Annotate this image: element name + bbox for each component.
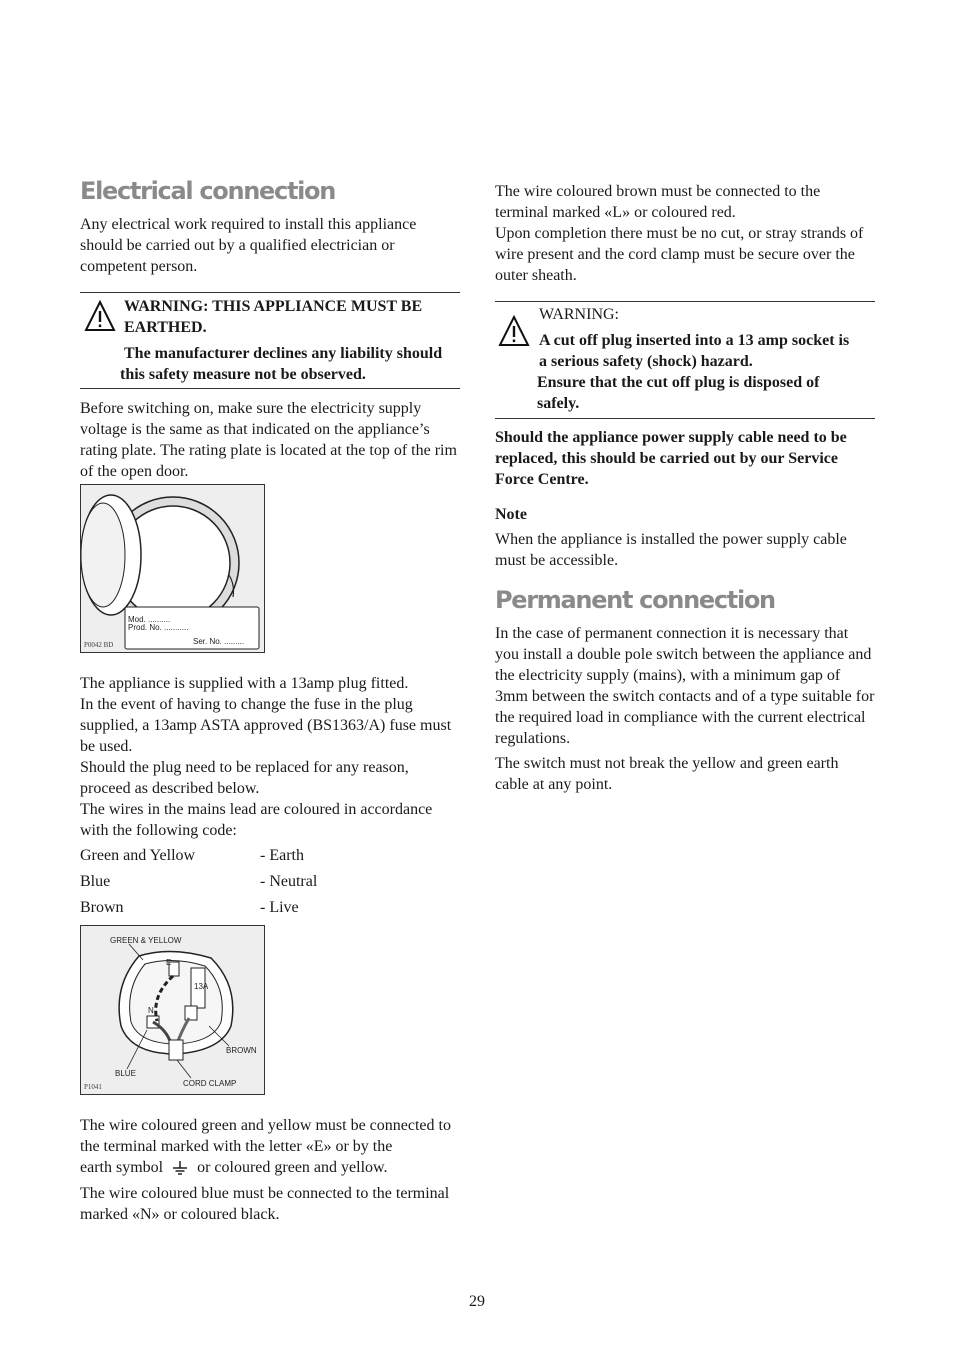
plug-paragraph-2: In the event of having to change the fuse in the plug supplied, a 13amp ASTA approved (BS1363/A) fuse must be used. (80, 696, 452, 755)
warning2-title: WARNING: (539, 306, 619, 323)
label-fuse: 13A (194, 982, 209, 991)
earth-symbol-icon (171, 1160, 189, 1176)
plug-paragraph-1: The appliance is supplied with a 13amp plug fitted. (80, 675, 409, 692)
plug-paragraph-3: Should the plug need to be replaced for any reason, proceed as described below. (80, 759, 409, 797)
wire-role: - Live (260, 899, 299, 916)
permanent-paragraph-2: The switch must not break the yellow and green earth cable at any point. (495, 755, 839, 793)
warning1-top-rule (80, 292, 460, 293)
wire-row-neutral (80, 871, 460, 892)
label-brown: BROWN (226, 1046, 257, 1055)
earth-symbol-text: earth symbol (80, 1159, 164, 1176)
heading-electrical-connection: Electrical connection (80, 177, 336, 205)
service-force-paragraph: Should the appliance power supply cable need to be replaced, this should be carried out by our Service Force Centre. (495, 429, 847, 488)
warning1-line2: EARTHED. (124, 319, 207, 336)
note-heading: Note (495, 506, 527, 523)
wire-row-live (80, 897, 460, 918)
warning1-line3: The manufacturer declines any liability should (124, 345, 443, 362)
heading-permanent-connection: Permanent connection (495, 586, 775, 614)
permanent-paragraph-1: In the case of permanent connection it is necessary that you install a double pole switch between the appliance and the electricity supply (mains), with a minimum gap of 3mm between the switch contacts and of a type suitable for the required load in compliance with the current electrical regulations. (495, 625, 875, 747)
label-green-yellow: GREEN & YELLOW (110, 936, 182, 945)
green-yellow-paragraph-a: The wire coloured green and yellow must be connected to the terminal marked with the letter «E» or by the (80, 1117, 451, 1155)
warning2-top-rule (495, 301, 875, 302)
wire-colour: Blue (80, 873, 111, 890)
warning2-line1: A cut off plug inserted into a 13 amp socket is (539, 332, 850, 349)
wire-colour: Green and Yellow (80, 847, 196, 864)
wire-role: - Earth (260, 847, 304, 864)
wire-role: - Neutral (260, 873, 318, 890)
warning1-bottom-rule (80, 388, 460, 389)
rating-plate-ser: Ser. No. ......... (193, 637, 245, 646)
intro-paragraph: Any electrical work required to install this appliance should be carried out by a qualified electrician or competent person. (80, 216, 417, 275)
warning1-line4: this safety measure not be observed. (120, 366, 366, 383)
completion-paragraph: Upon completion there must be no cut, or stray strands of wire present and the cord clamp must be secure over the outer sheath. (495, 225, 864, 284)
rating-plate-prod: Prod. No. ........... (128, 623, 189, 632)
plug-paragraph-4: The wires in the mains lead are coloured in accordance with the following code: (80, 801, 433, 839)
rating-plate-figure (80, 484, 265, 653)
label-cord-clamp: CORD CLAMP (183, 1079, 237, 1088)
warning2-line4: safely. (537, 395, 580, 412)
figure2-code: P1041 (84, 1083, 102, 1091)
green-yellow-paragraph-b (80, 1157, 460, 1178)
plug-wiring-illustration (81, 926, 264, 1094)
label-blue: BLUE (115, 1069, 136, 1078)
wire-row-earth (80, 845, 460, 866)
rating-plate-mod: Mod. .......... (128, 615, 171, 624)
label-n-terminal: N (148, 1006, 154, 1015)
blue-wire-paragraph: The wire coloured blue must be connected to the terminal marked «N» or coloured black. (80, 1185, 450, 1223)
warning-triangle-icon (84, 300, 116, 332)
rating-plate-paragraph: Before switching on, make sure the electricity supply voltage is the same as that indicated on the appliance’s rating plate. The rating plate is located at the top of the rim of the open door. (80, 400, 457, 480)
earth-symbol-text-end: or coloured green and yellow. (197, 1159, 388, 1176)
brown-wire-paragraph: The wire coloured brown must be connected to the terminal marked «L» or coloured red. (495, 183, 821, 221)
note-paragraph: When the appliance is installed the power supply cable must be accessible. (495, 531, 847, 569)
warning-triangle-icon (498, 315, 530, 347)
plug-wiring-figure (80, 925, 265, 1095)
warning2-bottom-rule (495, 418, 875, 419)
figure1-code: P0042 BD (84, 641, 114, 649)
page-number: 29 (469, 1293, 485, 1310)
warning2-line3: Ensure that the cut off plug is disposed of (537, 374, 820, 391)
warning2-line2: a serious safety (shock) hazard. (539, 353, 753, 370)
warning1-line1: WARNING: THIS APPLIANCE MUST BE (124, 298, 423, 315)
label-e-terminal: E (166, 958, 172, 967)
wire-colour: Brown (80, 899, 124, 916)
